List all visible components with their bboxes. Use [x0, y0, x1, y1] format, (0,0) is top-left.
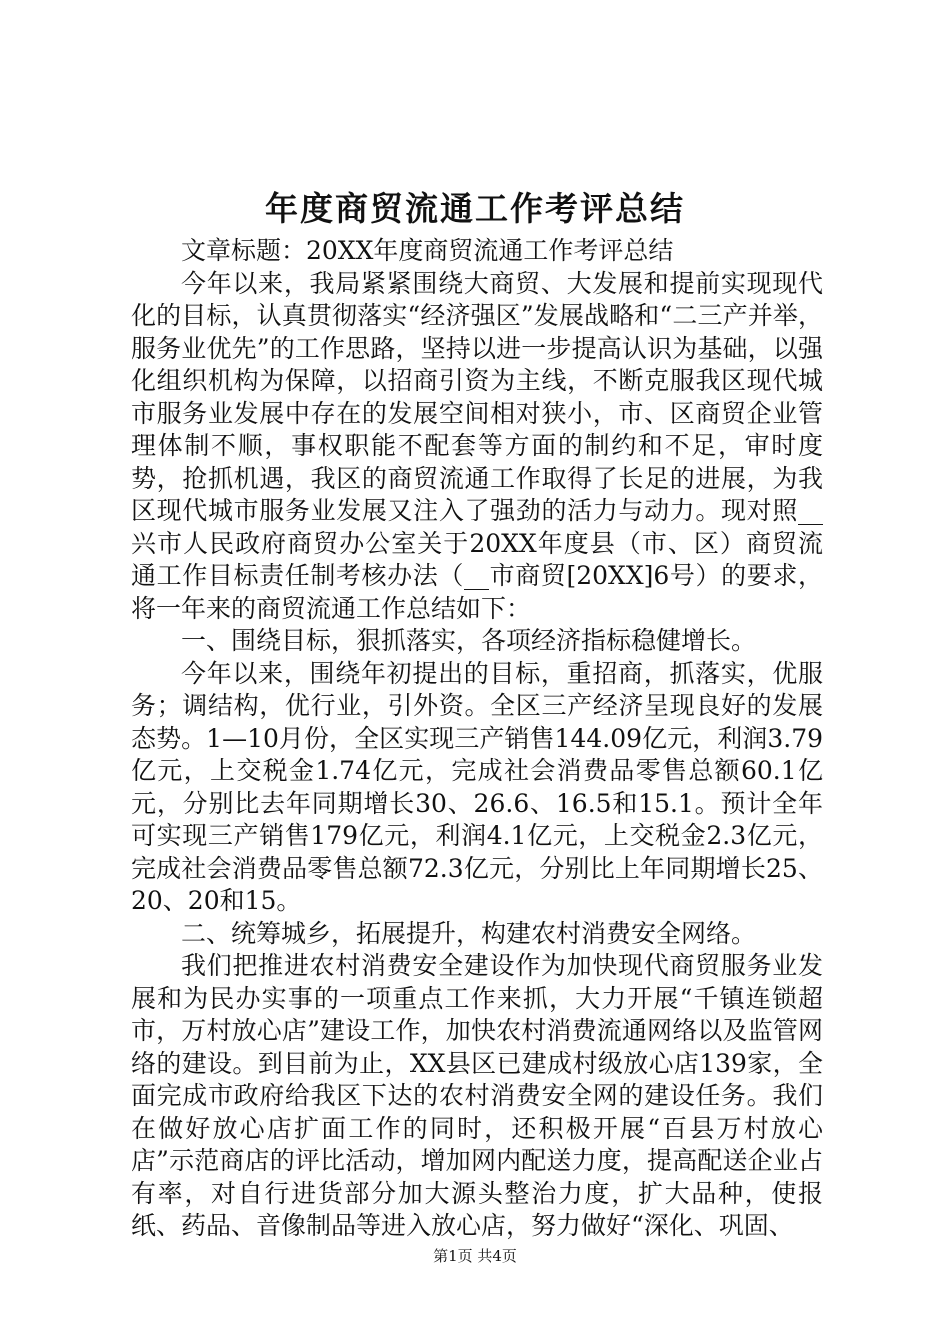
- article-title-line: 文章标题：20XX年度商贸流通工作考评总结: [181, 236, 674, 265]
- document-body: [131, 235, 823, 1243]
- document-title: 年度商贸流通工作考评总结: [265, 189, 685, 228]
- section-heading-2: 二、统筹城乡，拓展提升，构建农村消费安全网络。: [181, 918, 757, 948]
- section-1-paragraph: 今年以来，围绕年初提出的目标，重招商，抓落实，优服务；调结构，优行业，引外资。全区三产经济呈现良好的发展态势。1—10月份，全区实现三产销售144.09亿元，利润3.79亿元，上交税金1.74亿元，完成社会消费品零售总额60.1亿元，分别比去年同期增长30、26.6、16.5和15.1。预计全年可实现三产销售179亿元，利润4.1亿元，上交税金2.3亿元，完成社会消费品零售总额72.3亿元，分别比上年同期增长25、20、20和15。: [131, 658, 823, 915]
- page-number-footer: 第1页 共4页: [433, 1247, 517, 1265]
- intro-paragraph: 今年以来，我局紧紧围绕大商贸、大发展和提前实现现代化的目标，认真贯彻落实“经济强区”发展战略和“二三产并举，服务业优先”的工作思路，坚持以进一步提高认识为基础，以强化组织机构为保障，以招商引资为主线，不断克服我区现代城市服务业发展中存在的发展空间相对狭小，市、区商贸企业管理体制不顺，事权职能不配套等方面的制约和不足，审时度势，抢抓机遇，我区的商贸流通工作取得了长足的进展，为我区现代城市服务业发展又注入了强劲的活力与动力。现对照__兴市人民政府商贸办公室关于20XX年度县（市、区）商贸流通工作目标责任制考核办法（__市商贸[20XX]6号）的要求，将一年来的商贸流通工作总结如下：: [131, 268, 823, 623]
- section-heading-1: 一、围绕目标，狠抓落实，各项经济指标稳健增长。: [181, 626, 757, 655]
- section-2-paragraph: 我们把推进农村消费安全建设作为加快现代商贸服务业发展和为民办实事的一项重点工作来抓，大力开展“千镇连锁超市，万村放心店”建设工作，加快农村消费流通网络以及监管网络的建设。到目前为止，XX县区已建成村级放心店139家，全面完成市政府给我区下达的农村消费安全网的建设任务。我们在做好放心店扩面工作的同时，还积极开展“百县万村放心店”示范商店的评比活动，增加网内配送力度，提高配送企业占有率，对自行进货部分加大源头整治力度，扩大品种，使报纸、药品、音像制品等进入放心店，努力做好“深化、巩固、: [131, 951, 823, 1240]
